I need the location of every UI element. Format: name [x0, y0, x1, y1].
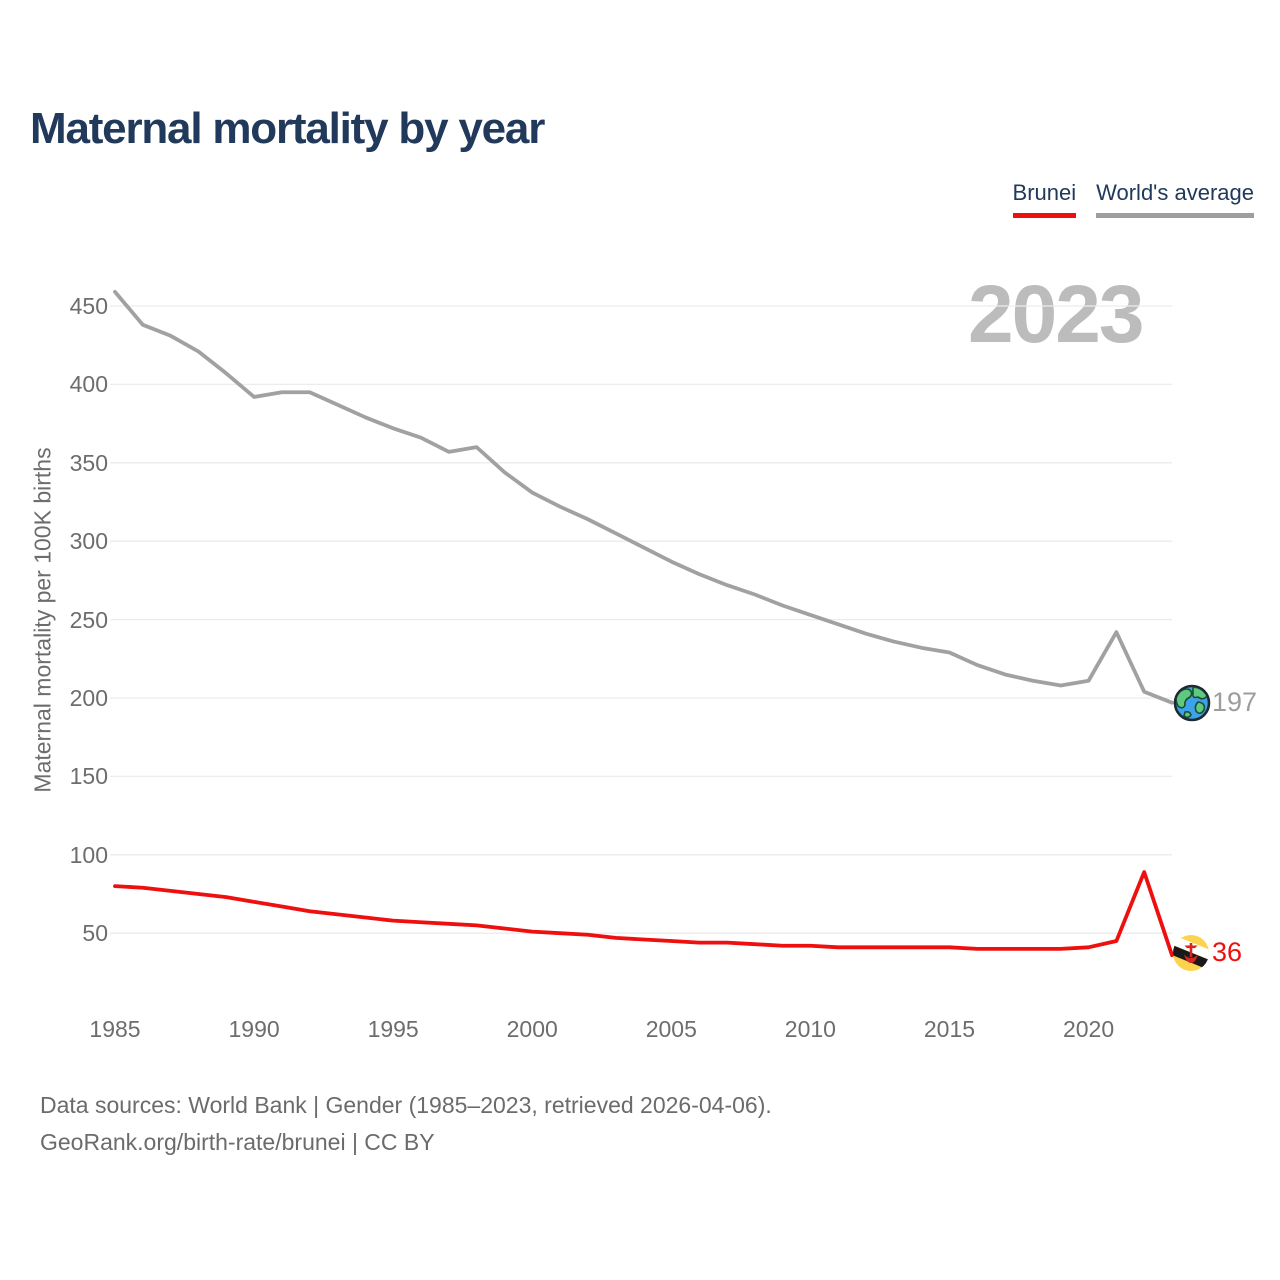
x-tick-label: 2005 [645, 1016, 697, 1042]
globe-icon [1175, 686, 1209, 720]
y-tick-label: 350 [69, 449, 108, 476]
x-tick-label: 2000 [506, 1016, 558, 1042]
footer [40, 1087, 772, 1161]
series-lines [115, 292, 1172, 955]
x-tick-label: 1985 [89, 1016, 141, 1042]
year-watermark: 2023 [968, 269, 1143, 360]
y-tick-label: 100 [69, 841, 108, 868]
y-tick-label: 150 [69, 763, 108, 790]
y-tick-label: 300 [69, 528, 108, 555]
footer-source-line: Data sources: World Bank | Gender (1985–2023, retrieved 2026-04-06). [40, 1092, 772, 1118]
x-tick-label: 1990 [228, 1016, 280, 1042]
brunei-end-value: 36 [1212, 937, 1243, 967]
y-tick-label: 200 [69, 685, 108, 711]
y-axis-title: Maternal mortality per 100K births [29, 447, 56, 793]
gridlines [110, 306, 1172, 933]
brunei-line [115, 872, 1172, 955]
y-tick-label: 400 [69, 371, 108, 398]
y-tick-label: 450 [69, 293, 108, 319]
x-tick-label: 2010 [784, 1016, 836, 1042]
x-tick-label: 2015 [923, 1016, 976, 1042]
legend-item-world-average[interactable]: World's average [1096, 180, 1254, 218]
y-tick-label: 50 [82, 920, 108, 947]
x-tick-label: 2020 [1062, 1016, 1115, 1042]
world-end-value: 197 [1212, 687, 1258, 717]
world-average-line [115, 292, 1172, 703]
legend-item-brunei[interactable]: Brunei [1013, 180, 1077, 218]
page-title: Maternal mortality by year [30, 104, 545, 153]
x-tick-label: 1995 [367, 1016, 419, 1042]
y-tick-label: 250 [69, 606, 108, 633]
brunei-flag-icon [1167, 935, 1215, 971]
footer-attribution-line: GeoRank.org/birth-rate/brunei | CC BY [40, 1129, 435, 1155]
